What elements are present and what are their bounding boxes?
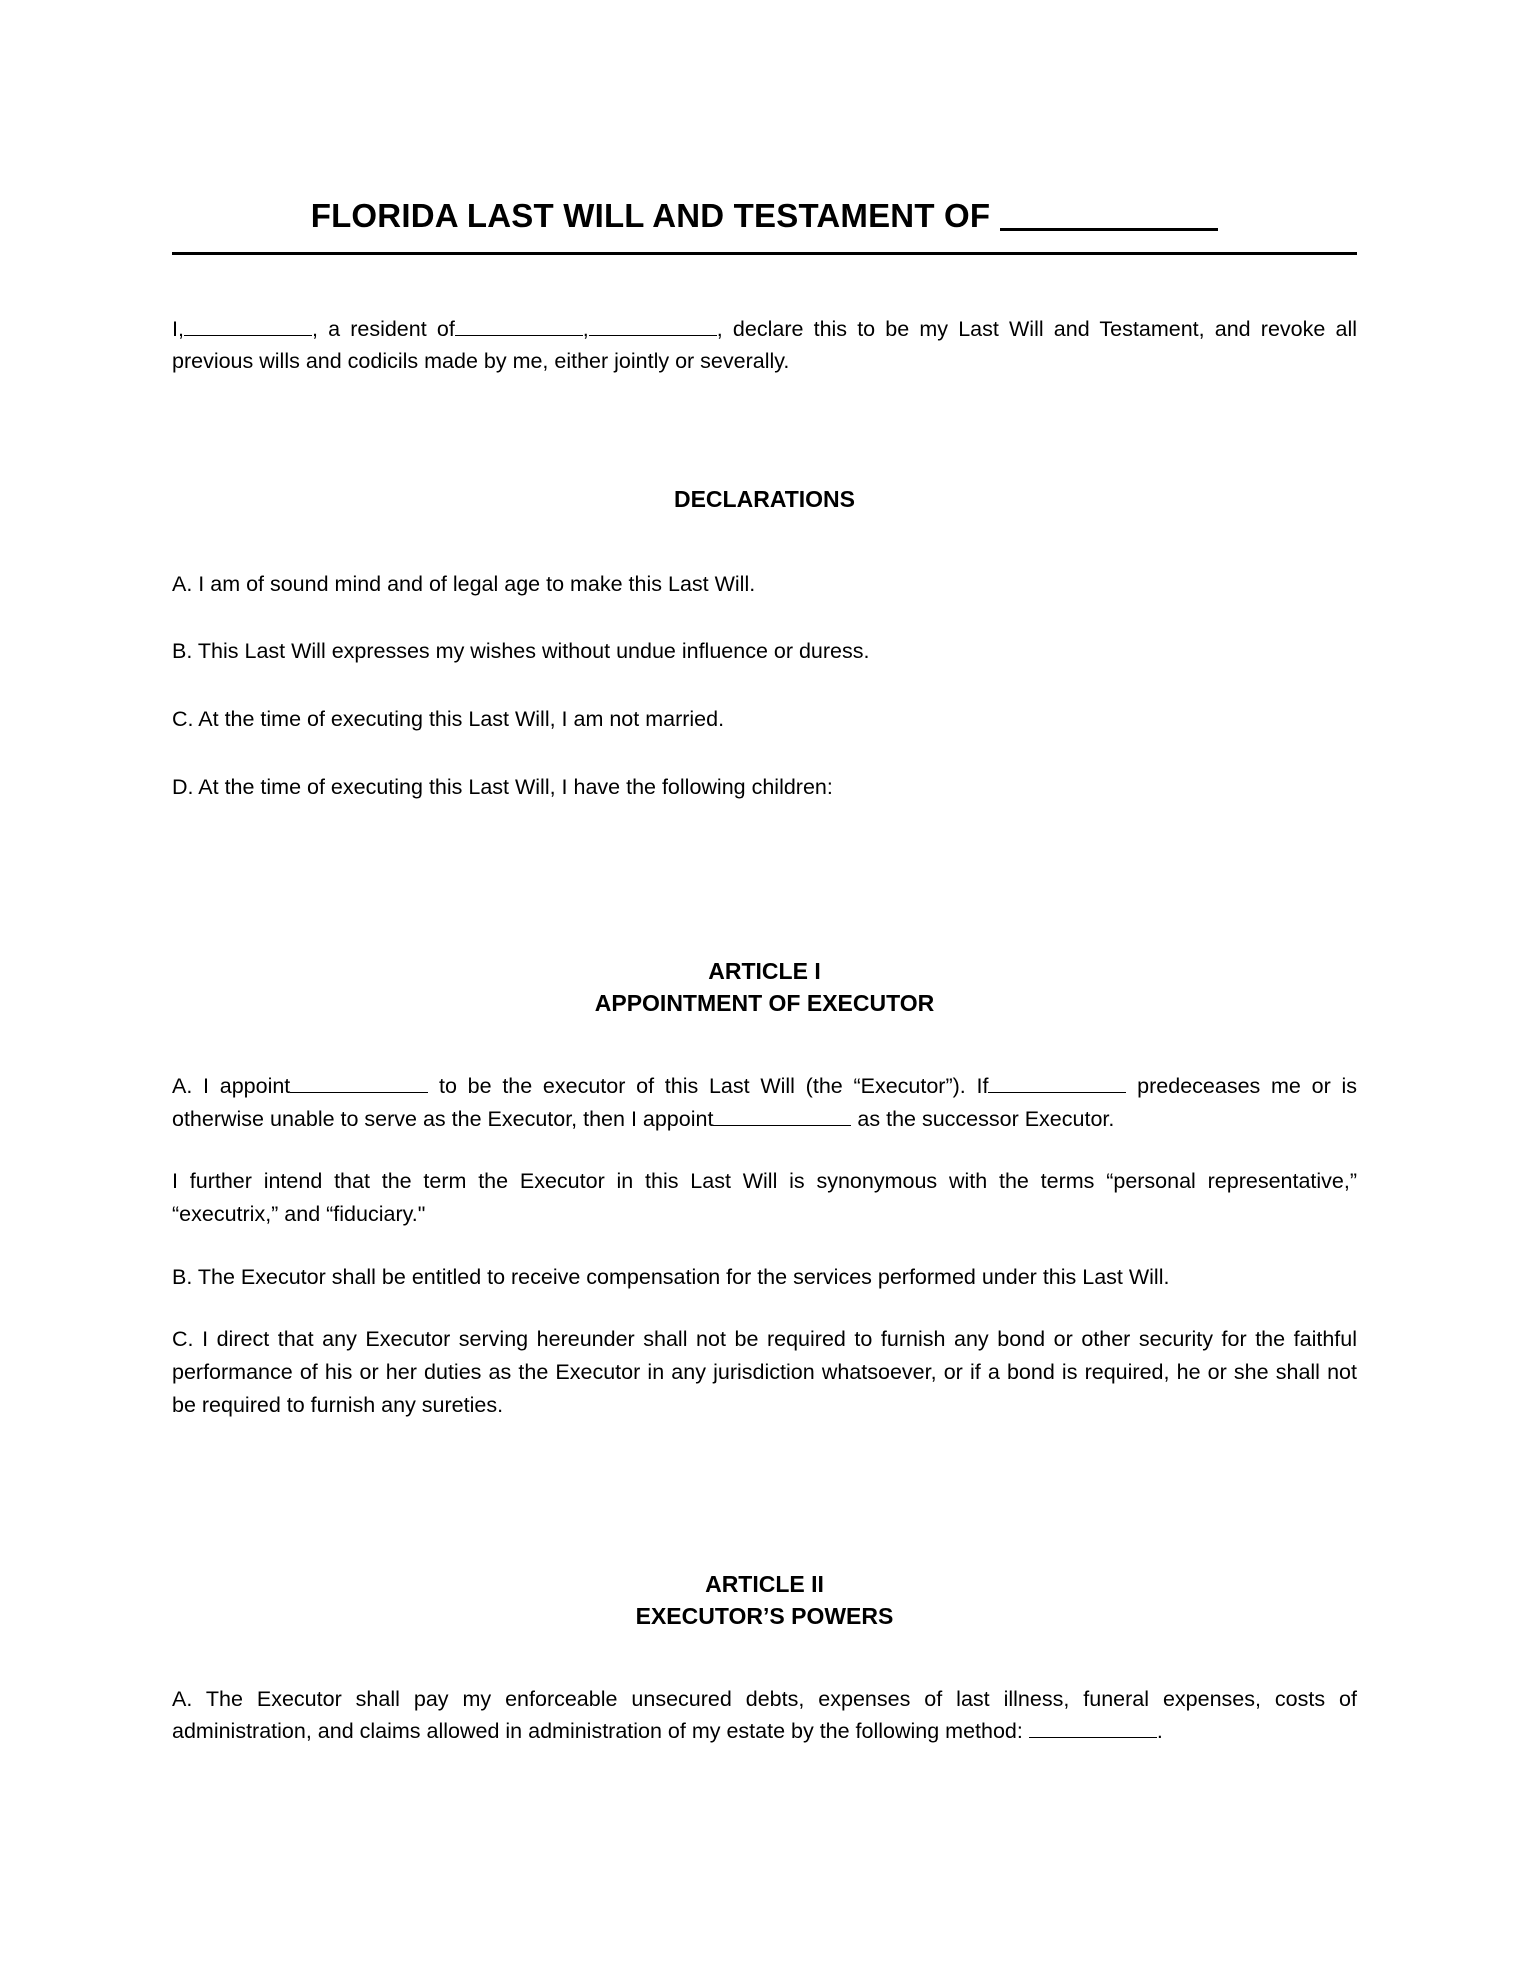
intro-name-blank[interactable] bbox=[184, 320, 312, 336]
intro-paragraph bbox=[172, 313, 1357, 378]
article-two-heading-line2: EXECUTOR’S POWERS bbox=[635, 1602, 894, 1629]
spacer-before-article-two bbox=[172, 1451, 1357, 1569]
article-one-heading-line1: ARTICLE I bbox=[708, 958, 821, 985]
spacer-after-declarations-heading bbox=[172, 516, 1357, 568]
declaration-item: C. At the time of executing this Last Will, I am not married. bbox=[172, 707, 725, 732]
title-blank-field[interactable] bbox=[1000, 198, 1218, 231]
spacer-before-declarations bbox=[172, 378, 1357, 484]
intro-state-blank[interactable] bbox=[589, 320, 717, 336]
declaration-item: D. At the time of executing this Last Will, I have the following children: bbox=[172, 774, 833, 799]
successor-executor-blank[interactable] bbox=[713, 1110, 851, 1126]
intro-part-3: , bbox=[582, 316, 589, 341]
article-two-a-part-1: A. The Executor shall pay my enforceable unsecured debts, expenses of last illness, funeral expenses, costs of administration, and claims allowed in administration of my estate by the following method: bbox=[172, 1686, 1357, 1744]
article-one-paragraph-b: B. The Executor shall be entitled to receive compensation for the services performed under this Last Will. bbox=[172, 1264, 1170, 1289]
article-one-paragraph-c: C. I direct that any Executor serving hereunder shall not be required to furnish any bond or other security for the faithful performance of his or her duties as the Executor in any jurisdiction whatsoever, or if a bond is required, he or she shall not be required to furnish any sureties. bbox=[172, 1327, 1357, 1417]
payment-method-blank[interactable] bbox=[1029, 1722, 1157, 1738]
article-one-paragraph-a bbox=[172, 1070, 1357, 1135]
spacer-after-article-two-heading bbox=[172, 1633, 1357, 1683]
article-one-a-part-4: as the successor Executor. bbox=[857, 1106, 1115, 1131]
article-two-a-part-2: . bbox=[1156, 1719, 1163, 1744]
article-one-a-part-1: A. I appoint bbox=[172, 1073, 291, 1098]
document-content bbox=[172, 196, 1357, 1778]
intro-city-blank[interactable] bbox=[455, 320, 583, 336]
article-two-paragraph-a bbox=[172, 1683, 1357, 1748]
article-one-heading-line2: APPOINTMENT OF EXECUTOR bbox=[594, 990, 935, 1017]
intro-part-2: , a resident of bbox=[311, 316, 455, 341]
spacer-before-article-one bbox=[172, 838, 1357, 956]
intro-part-4: , declare this to be my Last Will and Testament, and revoke all previous wills and codicils made by me, either jointly or severally. bbox=[172, 316, 1357, 374]
article-one-paragraph-intent: I further intend that the term the Executor in this Last Will is synonymous with the terms “personal representative,” “executrix,” and “fiduciary." bbox=[172, 1169, 1357, 1226]
intro-part-1: I, bbox=[172, 316, 184, 341]
executor-predecease-blank[interactable] bbox=[988, 1077, 1126, 1093]
spacer-after-article-one-heading bbox=[172, 1020, 1357, 1070]
page-title-text: FLORIDA LAST WILL AND TESTAMENT OF bbox=[310, 197, 991, 234]
declaration-item: B. This Last Will expresses my wishes without undue influence or duress. bbox=[172, 639, 870, 664]
article-one-a-part-3: predeceases me or is otherwise unable to serve as the Executor, then I appoint bbox=[172, 1073, 1357, 1131]
executor-name-blank[interactable] bbox=[290, 1077, 428, 1093]
page-title bbox=[172, 196, 1357, 255]
declaration-item: A. I am of sound mind and of legal age to make this Last Will. bbox=[172, 571, 756, 596]
declarations-heading: DECLARATIONS bbox=[673, 485, 855, 512]
article-one-a-part-2: to be the executor of this Last Will (the “Executor”). If bbox=[439, 1073, 989, 1098]
article-two-heading-line1: ARTICLE II bbox=[705, 1571, 824, 1598]
